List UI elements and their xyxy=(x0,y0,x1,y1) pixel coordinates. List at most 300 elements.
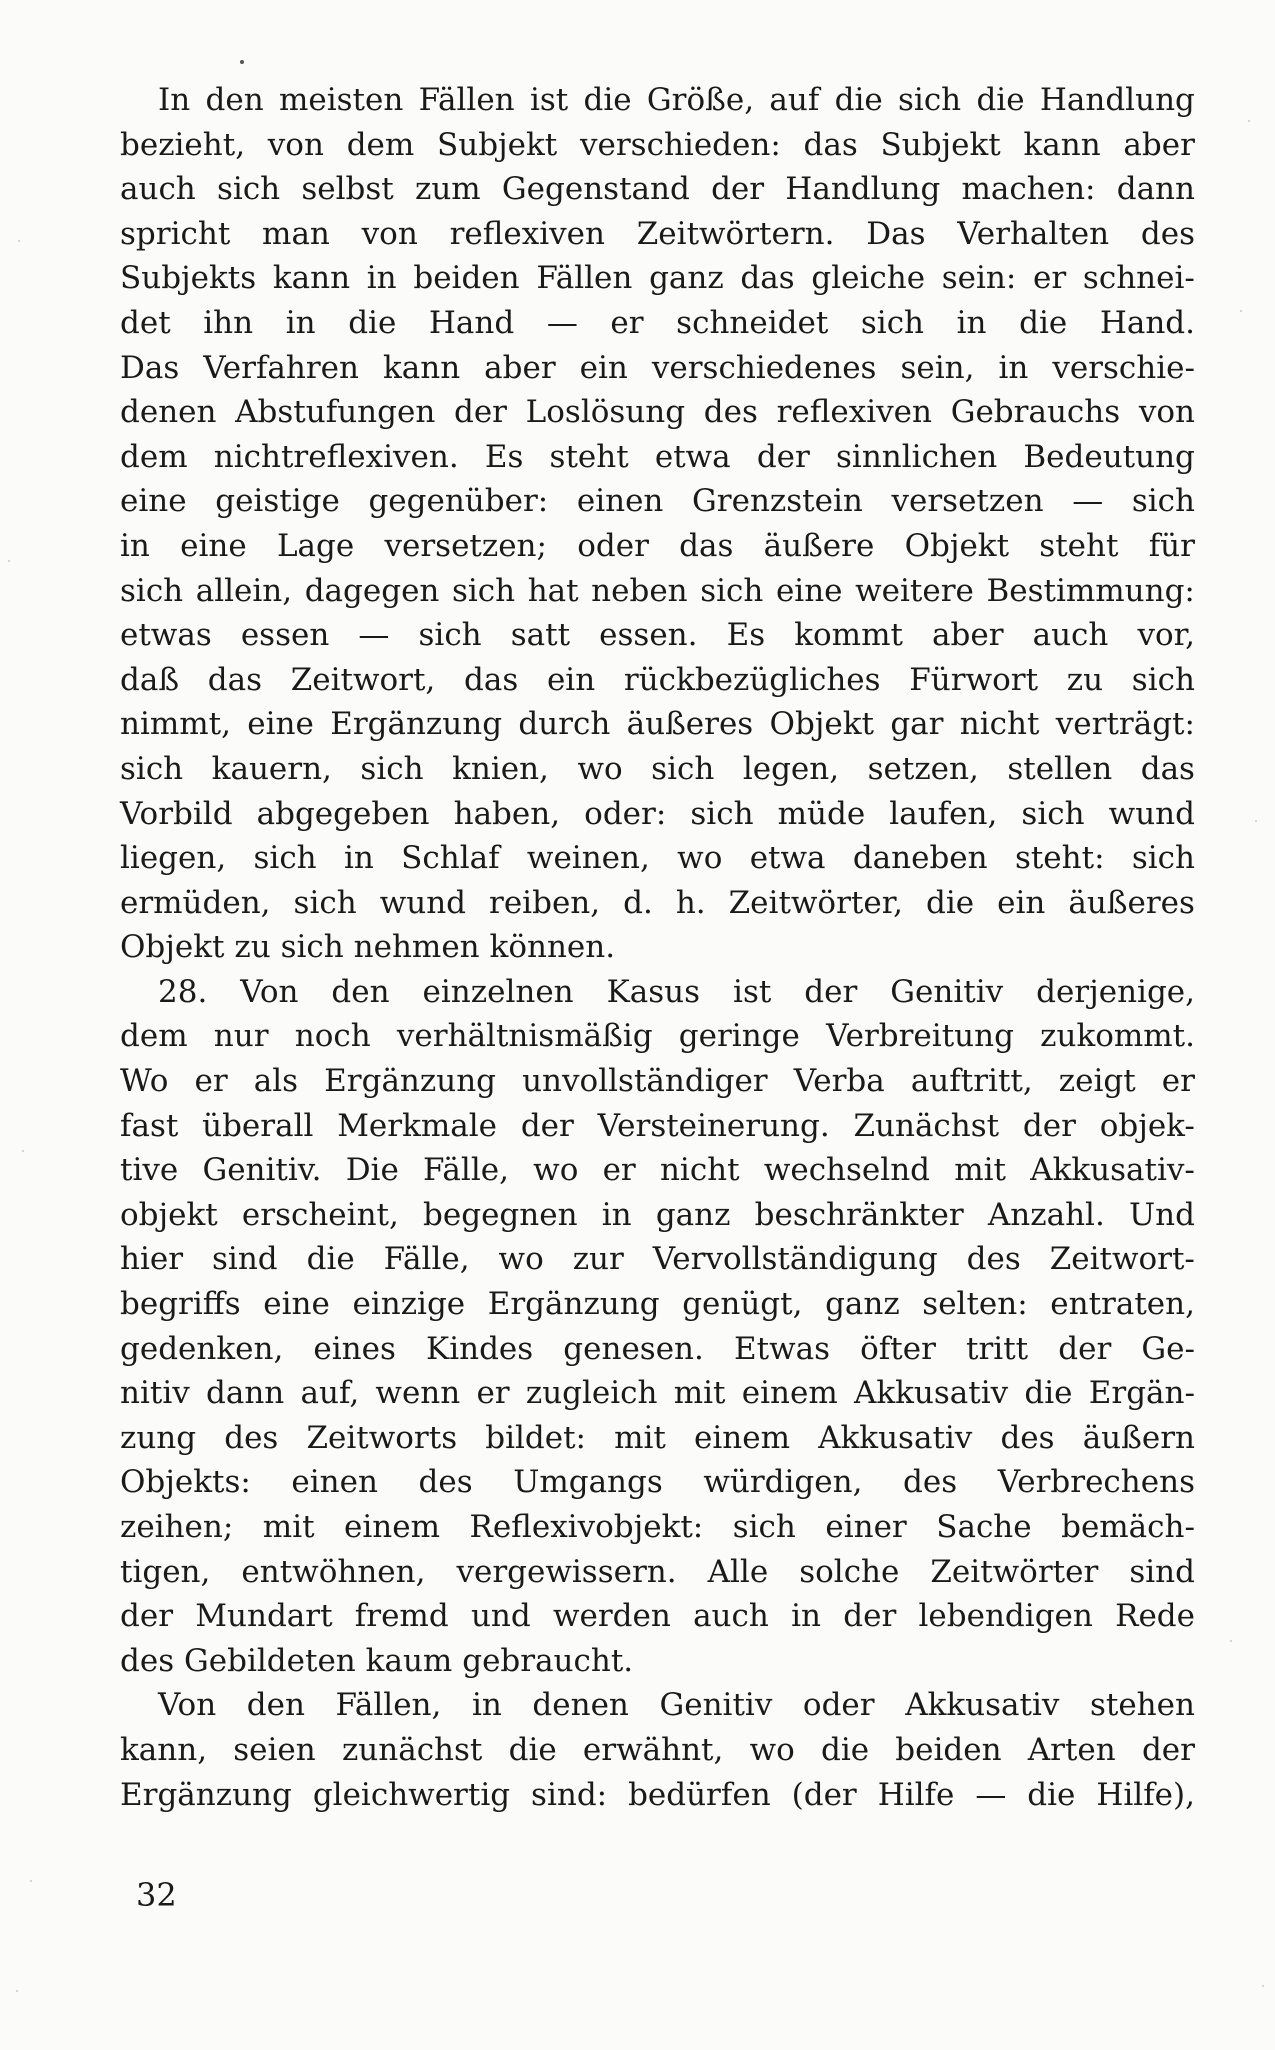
word: zu xyxy=(234,929,271,966)
word: Verfahren xyxy=(203,349,359,386)
word: zung xyxy=(120,1419,197,1456)
word: ganz xyxy=(649,260,724,297)
word: ein xyxy=(579,349,628,386)
text-line xyxy=(120,1014,1195,1059)
word: Zunächst xyxy=(853,1107,1000,1144)
word: daß xyxy=(120,661,180,698)
word: man xyxy=(262,215,330,252)
word: haben, xyxy=(453,795,561,832)
text-line xyxy=(120,212,1195,257)
word: bildet: xyxy=(485,1419,586,1456)
word: auftritt, xyxy=(910,1063,1033,1100)
word: des xyxy=(1140,215,1195,252)
word: reflexiven xyxy=(776,394,932,431)
word: etwa xyxy=(749,840,826,877)
text-line xyxy=(120,702,1195,747)
word: Von xyxy=(240,973,299,1010)
word: sich xyxy=(1131,483,1195,520)
word: er xyxy=(1161,1063,1195,1100)
word: sich xyxy=(418,617,482,654)
word: oder xyxy=(577,527,649,564)
word: dagegen xyxy=(304,572,440,609)
word: Abstufungen xyxy=(235,394,436,431)
text-line xyxy=(120,747,1195,792)
word: Fällen xyxy=(536,260,633,297)
word: kaum xyxy=(365,1642,453,1679)
word: gar xyxy=(890,706,944,743)
word: Von xyxy=(158,1687,217,1724)
word: aber xyxy=(932,617,1004,654)
word: kann xyxy=(382,349,461,386)
word: Akkusativ xyxy=(905,1687,1060,1724)
word: zur xyxy=(572,1241,624,1278)
word: reflexiven xyxy=(449,215,605,252)
word: Verbreitung xyxy=(826,1018,1014,1055)
word: werden xyxy=(552,1598,671,1635)
word: des xyxy=(418,1464,473,1501)
word: in xyxy=(366,260,397,297)
text-line xyxy=(120,658,1195,703)
word: einen xyxy=(576,483,664,520)
word: weinen, xyxy=(526,840,650,877)
word: Akkusativ- xyxy=(1030,1152,1195,1189)
word: vor, xyxy=(1137,617,1195,654)
word: sich xyxy=(1131,840,1195,877)
paper-speck xyxy=(16,1990,18,1992)
word: verschieden: xyxy=(580,126,781,163)
word: dem xyxy=(346,126,415,163)
word: sich xyxy=(700,572,764,609)
word: Objekt xyxy=(904,527,1010,564)
word: Hilfe), xyxy=(1096,1776,1195,1813)
word: den xyxy=(246,1687,305,1724)
word: entwöhnen, xyxy=(241,1553,426,1590)
word: einer xyxy=(825,1509,907,1545)
word: Verhalten xyxy=(957,215,1110,252)
word: eine xyxy=(180,527,247,564)
text-line xyxy=(120,970,1195,1015)
word: auf xyxy=(769,82,820,118)
word: Hand xyxy=(428,304,515,341)
word: für xyxy=(1148,527,1195,564)
word: vergewissern. xyxy=(456,1553,677,1590)
word: sich xyxy=(898,82,962,118)
word: einzelnen xyxy=(422,973,574,1010)
word: Subjekt xyxy=(437,126,558,163)
word: sich xyxy=(120,750,184,787)
word: wo xyxy=(577,750,623,787)
word: die xyxy=(1024,1375,1073,1412)
word: Genitiv xyxy=(890,973,1004,1010)
word: überall xyxy=(202,1107,314,1144)
text-line xyxy=(120,390,1195,435)
word: dann xyxy=(1116,171,1195,208)
word: sich xyxy=(451,572,516,609)
paper-speck xyxy=(1262,1985,1264,1987)
word: Reflexivobjekt: xyxy=(469,1509,704,1545)
word: als xyxy=(253,1063,299,1100)
word: sich xyxy=(651,750,715,787)
text-line xyxy=(120,78,1195,123)
word: die xyxy=(926,884,975,921)
word: Hand. xyxy=(1099,304,1195,341)
word: selbst xyxy=(301,171,394,208)
word: objekt xyxy=(120,1196,218,1233)
word: einen xyxy=(291,1464,378,1501)
paper-speck xyxy=(1248,120,1250,122)
word: des xyxy=(224,1419,279,1456)
word: Ergänzung xyxy=(330,706,503,743)
word: der xyxy=(1022,1107,1076,1144)
word: aber xyxy=(1123,126,1195,163)
word: ist xyxy=(529,82,569,118)
text-line xyxy=(120,1416,1195,1461)
word: steht: xyxy=(1014,840,1105,877)
paper-speck xyxy=(22,1150,24,1152)
word: versetzen; xyxy=(384,527,547,564)
word: d. xyxy=(623,884,653,921)
word: eine xyxy=(775,572,843,609)
word: gleichwertig xyxy=(312,1776,511,1813)
word: essen. xyxy=(599,617,698,654)
word: einem xyxy=(344,1509,441,1545)
text-line xyxy=(120,881,1195,926)
word: daneben xyxy=(852,840,988,877)
word: äußere xyxy=(763,527,875,564)
word: Etwas xyxy=(734,1330,831,1367)
word: Kasus xyxy=(606,973,701,1010)
word: würdigen, xyxy=(703,1464,863,1501)
word: erscheint, xyxy=(241,1196,399,1233)
word: — xyxy=(975,1776,1007,1813)
word: knien, xyxy=(452,750,549,787)
word: (der xyxy=(791,1776,857,1813)
word: Versteinerung. xyxy=(597,1107,830,1144)
word: kann, xyxy=(120,1731,208,1768)
word: wo xyxy=(498,1241,544,1278)
text-line xyxy=(120,435,1195,480)
word: Größe, xyxy=(646,82,755,118)
word: sich xyxy=(360,750,424,787)
word: sich xyxy=(120,572,184,609)
word: geringe xyxy=(678,1018,800,1055)
word: essen xyxy=(240,617,330,654)
word: Hilfe xyxy=(877,1776,955,1813)
word: des xyxy=(903,1464,958,1501)
word: versetzen xyxy=(891,483,1044,520)
word: er xyxy=(476,1375,510,1412)
word: er xyxy=(1033,260,1067,297)
word: kommt xyxy=(794,617,903,654)
word: Ge- xyxy=(1141,1330,1195,1367)
text-line xyxy=(120,1282,1195,1327)
word: Verbrechens xyxy=(997,1464,1195,1501)
word: in xyxy=(791,1598,821,1635)
word: sich xyxy=(1131,661,1195,698)
word: mit xyxy=(262,1509,315,1545)
word: die xyxy=(306,1241,355,1278)
word: det xyxy=(120,304,171,341)
word: der xyxy=(756,438,810,475)
text-line xyxy=(120,1460,1195,1505)
word: denen xyxy=(120,394,217,431)
text-line xyxy=(120,1371,1195,1416)
text-line xyxy=(120,613,1195,658)
word: h. xyxy=(675,884,706,921)
text-line xyxy=(120,524,1195,569)
text-line xyxy=(120,167,1195,212)
text-line xyxy=(120,1059,1195,1104)
word: er xyxy=(194,1063,228,1100)
word: Zeitwörtern. xyxy=(636,215,835,252)
word: der xyxy=(120,1598,174,1635)
word: zeihen; xyxy=(120,1509,234,1545)
paper-speck xyxy=(1240,310,1242,312)
word: Rede xyxy=(1115,1598,1195,1635)
word: mit xyxy=(954,1152,1006,1189)
word: tritt xyxy=(966,1330,1029,1367)
word: äußeres xyxy=(1068,884,1195,921)
word: nichtreflexiven. xyxy=(213,438,459,475)
word: sein, xyxy=(900,349,975,386)
word: liegen, xyxy=(120,840,227,877)
word: Es xyxy=(726,617,766,654)
word: einzige xyxy=(352,1286,466,1323)
word: Gebildeten xyxy=(184,1642,356,1679)
word: Umgangs xyxy=(513,1464,663,1501)
word: schnei- xyxy=(1082,260,1195,297)
word: genügt, xyxy=(682,1286,803,1323)
word: sich xyxy=(860,304,925,341)
word: — xyxy=(358,617,390,654)
word: müde xyxy=(777,795,866,832)
word: eine xyxy=(263,1286,330,1323)
text-line xyxy=(120,1104,1195,1149)
word: — xyxy=(546,304,578,341)
word: sich xyxy=(690,795,754,832)
word: auch xyxy=(1032,617,1109,654)
word: die xyxy=(348,304,397,341)
word: Verba xyxy=(793,1063,885,1100)
word: der xyxy=(843,1598,897,1635)
word: Handlung xyxy=(1039,82,1195,118)
word: Zeitworts xyxy=(306,1419,458,1456)
word: zugleich xyxy=(525,1375,658,1412)
word: unvollständiger xyxy=(522,1063,768,1100)
word: das xyxy=(803,126,858,163)
word: verträgt: xyxy=(1055,706,1195,743)
word: bezieht, xyxy=(120,126,246,163)
word: sein: xyxy=(941,260,1017,297)
word: legen, xyxy=(742,750,840,787)
word: sich xyxy=(253,840,317,877)
word: mit xyxy=(673,1375,726,1412)
word: hat xyxy=(527,572,579,609)
word: von xyxy=(267,126,324,163)
word: Gebrauchs xyxy=(950,394,1121,431)
text-line xyxy=(120,1728,1195,1773)
text-line xyxy=(120,1148,1195,1193)
word: begriffs xyxy=(120,1286,241,1323)
text-line xyxy=(120,301,1195,346)
word: zunächst xyxy=(341,1731,483,1768)
word: Vorbild xyxy=(120,795,233,832)
word: in xyxy=(343,840,374,877)
word: die xyxy=(508,1731,557,1768)
word: sich xyxy=(732,1509,796,1545)
word: des xyxy=(1000,1419,1055,1456)
word: Lage xyxy=(276,527,355,564)
word: von xyxy=(1138,394,1195,431)
word: sich xyxy=(1021,795,1085,832)
word: steht xyxy=(549,438,629,475)
word: ist xyxy=(733,973,772,1010)
word: wo xyxy=(677,840,723,877)
paper-speck xyxy=(1255,820,1257,822)
word: Das xyxy=(866,215,926,252)
word: Es xyxy=(484,438,524,475)
word: das xyxy=(740,260,795,297)
word: von xyxy=(361,215,418,252)
word: Das xyxy=(120,349,180,386)
paper-speck xyxy=(1230,1640,1232,1642)
word: in xyxy=(998,349,1029,386)
word: eines xyxy=(313,1330,396,1367)
word: das xyxy=(679,527,734,564)
word: kann xyxy=(272,260,351,297)
word: das xyxy=(464,661,519,698)
word: erwähnt, xyxy=(582,1731,724,1768)
text-line xyxy=(120,1193,1195,1238)
word: Objekt xyxy=(120,929,225,966)
word: verhältnismäßig xyxy=(396,1018,653,1055)
word: in xyxy=(120,527,150,564)
word: Sache xyxy=(936,1509,1032,1545)
word: geistige xyxy=(215,483,340,520)
word: Ergänzung xyxy=(120,1776,292,1813)
text-line xyxy=(120,1327,1195,1372)
word: objek- xyxy=(1099,1107,1195,1144)
word: in xyxy=(285,304,316,341)
word: etwa xyxy=(654,438,731,475)
word: der xyxy=(1058,1330,1112,1367)
paper-speck xyxy=(18,240,20,242)
text-line xyxy=(120,479,1195,524)
word: Zeitwort, xyxy=(290,661,436,698)
word: ermüden, xyxy=(120,884,271,921)
word: Ergän- xyxy=(1088,1375,1195,1412)
word: den xyxy=(205,82,264,118)
text-line xyxy=(120,346,1195,391)
word: in xyxy=(601,1196,632,1233)
word: auf, xyxy=(300,1375,360,1412)
word: Wo xyxy=(120,1063,169,1100)
word: dem xyxy=(120,1018,188,1055)
text-line xyxy=(120,256,1195,301)
word: machen: xyxy=(961,171,1096,208)
word: meisten xyxy=(278,82,404,118)
text-line xyxy=(120,1683,1195,1728)
word: Objekts: xyxy=(120,1464,251,1501)
word: in xyxy=(471,1687,502,1724)
word: Genitiv. xyxy=(202,1152,322,1189)
word: Subjekts xyxy=(120,260,257,297)
word: dem xyxy=(120,438,188,475)
word: setzen, xyxy=(867,750,979,787)
word: Subjekt xyxy=(880,126,1001,163)
word: oder: xyxy=(584,795,667,832)
word: Loslösung xyxy=(525,394,686,431)
word: wund xyxy=(379,884,467,921)
word: Objekt xyxy=(769,706,874,743)
word: hier xyxy=(120,1241,184,1278)
word: nitiv xyxy=(120,1375,190,1412)
word: verschiedenes xyxy=(651,349,877,386)
word: des xyxy=(966,1241,1021,1278)
word: tive xyxy=(120,1152,179,1189)
word: und xyxy=(470,1598,531,1635)
text-line xyxy=(120,836,1195,881)
word: neben xyxy=(591,572,688,609)
word: rückbezügliches xyxy=(623,661,881,698)
word: Akkusativ xyxy=(853,1375,1009,1412)
word: Mundart xyxy=(195,1598,333,1635)
word: sind xyxy=(1129,1553,1195,1590)
word: In xyxy=(158,82,191,118)
word: verschie- xyxy=(1052,349,1195,386)
word: der xyxy=(711,171,765,208)
word: die xyxy=(583,82,632,118)
word: ein xyxy=(997,884,1046,921)
word: gebraucht. xyxy=(462,1642,634,1679)
word: oder xyxy=(802,1687,875,1724)
word: fremd xyxy=(354,1598,449,1635)
word: Akkusativ xyxy=(818,1419,973,1456)
word: reiben, xyxy=(489,884,601,921)
word: einem xyxy=(741,1375,838,1412)
word: schneidet xyxy=(676,304,829,341)
word: Und xyxy=(1129,1196,1195,1233)
word: Zeitwörter xyxy=(930,1553,1099,1590)
word: stellen xyxy=(1007,750,1113,787)
text-line xyxy=(120,1639,1195,1684)
word: Fälle, xyxy=(423,1152,509,1189)
word: der xyxy=(804,973,858,1010)
word: die xyxy=(976,82,1025,118)
word: Fällen xyxy=(418,82,515,118)
word: sich xyxy=(280,929,344,966)
word: denen xyxy=(532,1687,629,1724)
text-line xyxy=(120,1237,1195,1282)
word: lebendigen xyxy=(918,1598,1093,1635)
word: gedenken, xyxy=(120,1330,284,1367)
text-line xyxy=(120,1594,1195,1639)
word: Zeitwörter, xyxy=(728,884,903,921)
word: tigen, xyxy=(120,1553,211,1590)
word: Schlaf xyxy=(401,840,500,877)
word: die xyxy=(1019,304,1068,341)
word: beschränkter xyxy=(754,1196,964,1233)
word: auch xyxy=(120,171,196,208)
word: Genitiv xyxy=(659,1687,773,1724)
word: durch xyxy=(518,706,611,743)
word: — xyxy=(1072,483,1104,520)
word: laufen, xyxy=(889,795,998,832)
word: abgegeben xyxy=(256,795,430,832)
word: Bedeutung xyxy=(1023,438,1195,475)
word: genesen. xyxy=(563,1330,704,1367)
word: ein xyxy=(546,661,596,698)
